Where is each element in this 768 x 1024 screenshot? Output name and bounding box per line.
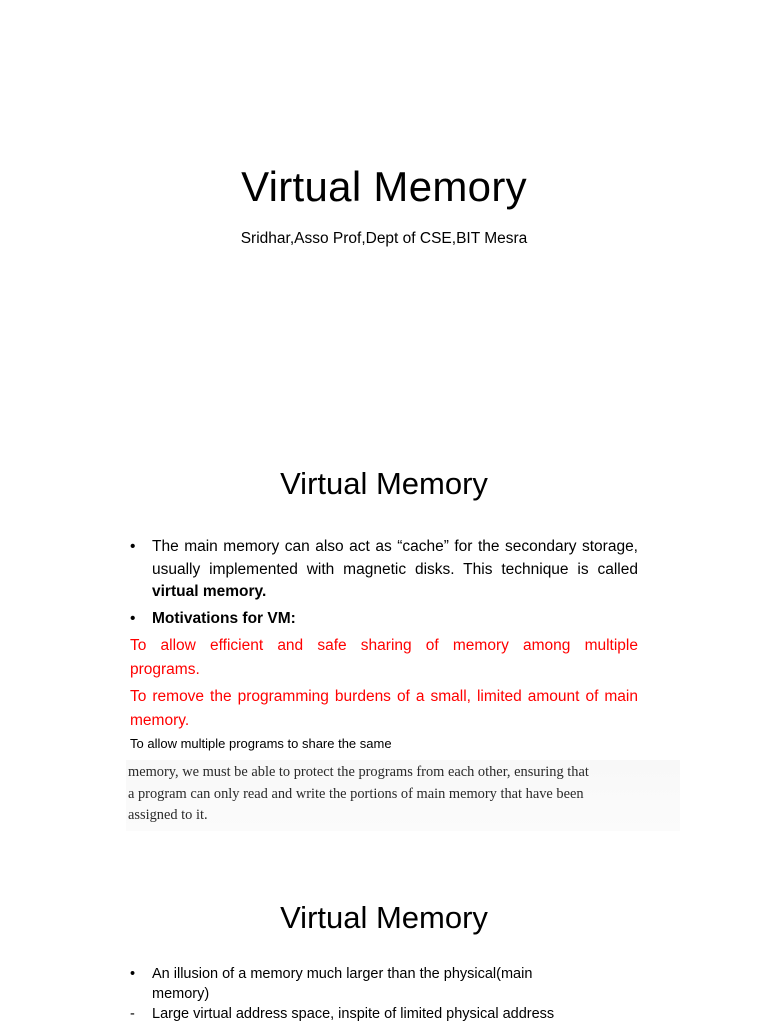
slide-title: Virtual Memory [241, 163, 527, 210]
bullet-bold-term: virtual memory. [152, 583, 267, 600]
author-subtitle: Sridhar,Asso Prof,Dept of CSE,BIT Mesra [240, 230, 528, 247]
slide-title: Virtual Memory [280, 900, 488, 935]
motivation-text: To allow efficient and safe sharing of memory among multiple programs. [130, 637, 638, 678]
dash-icon: - [130, 1006, 135, 1022]
book-excerpt-image [126, 760, 680, 831]
bullet-item [130, 1004, 580, 1024]
bullet-heading: Motivations for VM: [152, 609, 296, 627]
bullet-item [130, 964, 580, 1004]
title-slide [0, 0, 768, 432]
excerpt-line: assigned to it. [128, 807, 208, 823]
bullet-icon: • [130, 538, 136, 555]
illusion-slide [0, 864, 768, 1024]
bullet-icon: • [130, 609, 136, 627]
excerpt-line: a program can only read and write the portions of main memory that have been [128, 785, 584, 802]
motivation-text: To remove the programming burdens of a small, limited amount of main memory. [130, 688, 638, 729]
bullet-icon: • [130, 966, 136, 982]
note-text: To allow multiple programs to share the same [130, 736, 392, 751]
bullet-text: Large virtual address space, inspite of limited physical address [152, 1006, 555, 1022]
bullet-text: The main memory can also act as “cache” for the secondary storage, usually implemented with magnetic disks. This technique is called [152, 538, 638, 578]
bullet-item [130, 536, 638, 604]
bullet-text: An illusion of a memory much larger than the physical(main memory) [152, 966, 533, 1002]
excerpt-line: memory, we must be able to protect the programs from each other, ensuring that [128, 764, 589, 780]
bullet-item [130, 608, 638, 631]
bullet-list [130, 536, 638, 753]
slide-title: Virtual Memory [280, 466, 488, 501]
bullet-list [130, 964, 580, 1024]
motivation-slide [0, 432, 768, 864]
